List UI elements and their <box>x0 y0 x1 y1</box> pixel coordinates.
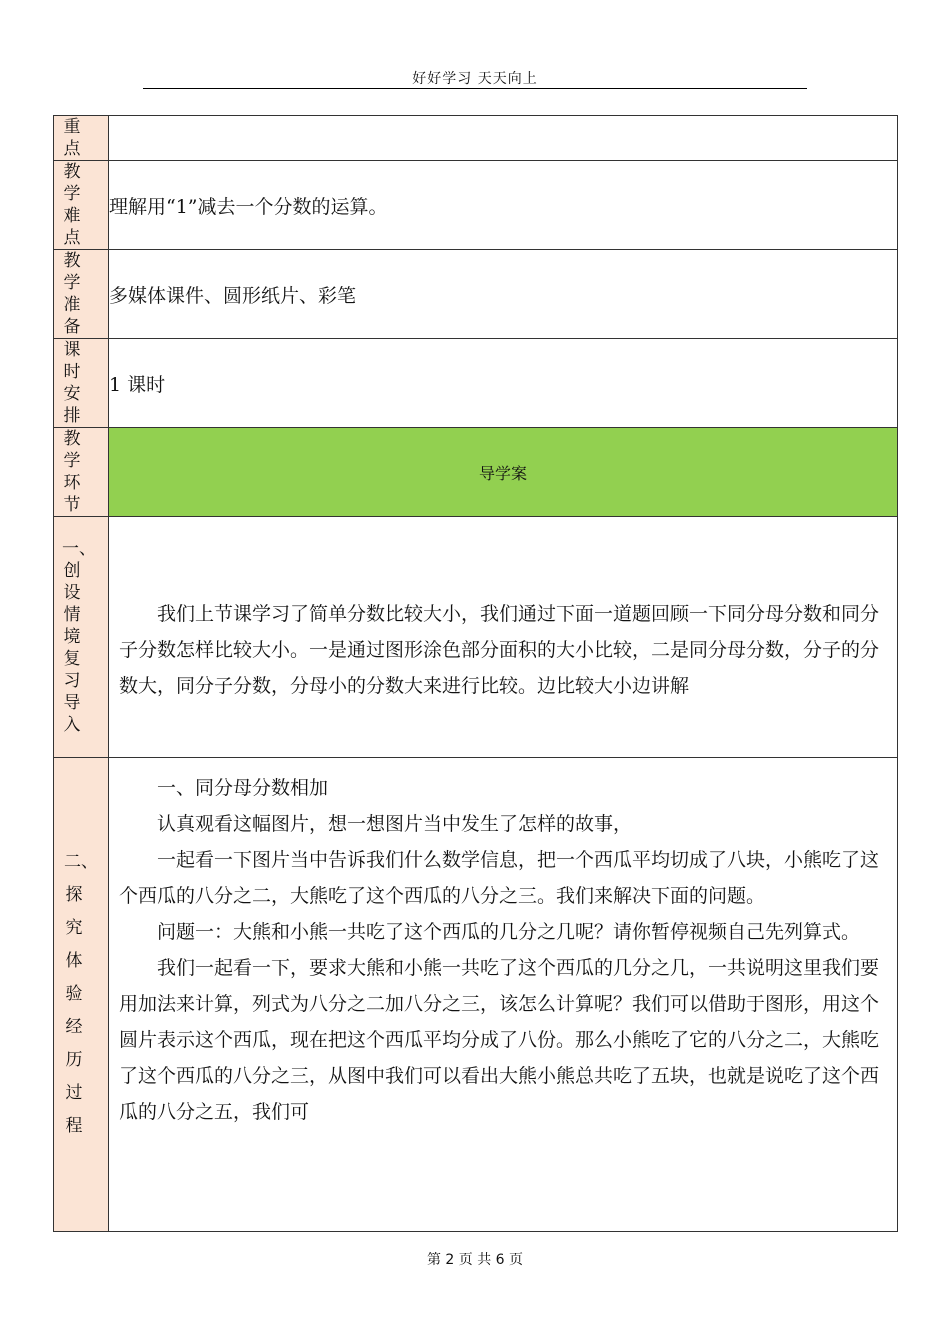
lesson-plan-table <box>53 115 898 1232</box>
row-schedule <box>54 339 898 428</box>
label-section1: 一、创设情境 复习导入 <box>54 517 109 758</box>
row-difficulty <box>54 161 898 250</box>
content-section1 <box>109 517 898 758</box>
label-schedule: 课时安排 <box>54 339 109 428</box>
page-header: 好好学习 天天向上 <box>412 71 538 87</box>
row-section1 <box>54 517 898 758</box>
row-key-points <box>54 116 898 161</box>
row-preparation <box>54 250 898 339</box>
row-stage <box>54 428 898 517</box>
section2-paragraph: 认真观看这幅图片，想一想图片当中发生了怎样的故事， <box>157 813 633 835</box>
label-key-points: 重点 <box>54 116 109 161</box>
content-key-points <box>109 116 898 161</box>
content-section2 <box>109 758 898 1232</box>
content-stage: 导学案 <box>109 428 898 517</box>
row-section2 <box>54 758 898 1232</box>
label-preparation: 教学准备 <box>54 250 109 339</box>
section2-paragraph: 问题一：大熊和小熊一共吃了这个西瓜的几分之几呢？请你暂停视频自己先列算式。 <box>157 921 861 943</box>
section2-paragraph: 一起看一下图片当中告诉我们什么数学信息，把一个西瓜平均切成了八块，小熊吃了这个西瓜的八分之二，大熊吃了这个西瓜的八分之三。我们来解决下面的问题。 <box>119 849 880 907</box>
content-preparation: 多媒体课件、圆形纸片、彩笔 <box>109 250 898 339</box>
content-schedule: 1 课时 <box>109 339 898 428</box>
section1-paragraph: 我们上节课学习了简单分数比较大小，我们通过下面一道题回顾一下同分母分数和同分子分数怎样比较大小。一是通过图形涂色部分面积的大小比较，二是同分母分数，分子的分数大，同分子分数，分母小的分数大来进行比较。边比较大小边讲解 <box>119 603 880 697</box>
section2-paragraph: 我们一起看一下，要求大熊和小熊一共吃了这个西瓜的几分之几，一共说明这里我们要用加法来计算，列式为八分之二加八分之三，该怎么计算呢？我们可以借助于图形，用这个圆片表示这个西瓜，现在把这个西瓜平均分成了八份。那么小熊吃了它的八分之二，大熊吃了这个西瓜的八分之三，从图中我们可以看出大熊小熊总共吃了五块，也就是说吃了这个西瓜的八分之五，我们可 <box>119 957 880 1123</box>
label-section2: 二、探究体验 经历过程 <box>54 758 109 1232</box>
page-footer: 第 2 页 共 6 页 <box>426 1252 524 1268</box>
header-rule <box>143 88 807 89</box>
label-stage: 教学环节 <box>54 428 109 517</box>
section2-heading: 一、同分母分数相加 <box>157 777 329 799</box>
content-difficulty: 理解用“1”减去一个分数的运算。 <box>109 161 898 250</box>
label-difficulty: 教学难点 <box>54 161 109 250</box>
